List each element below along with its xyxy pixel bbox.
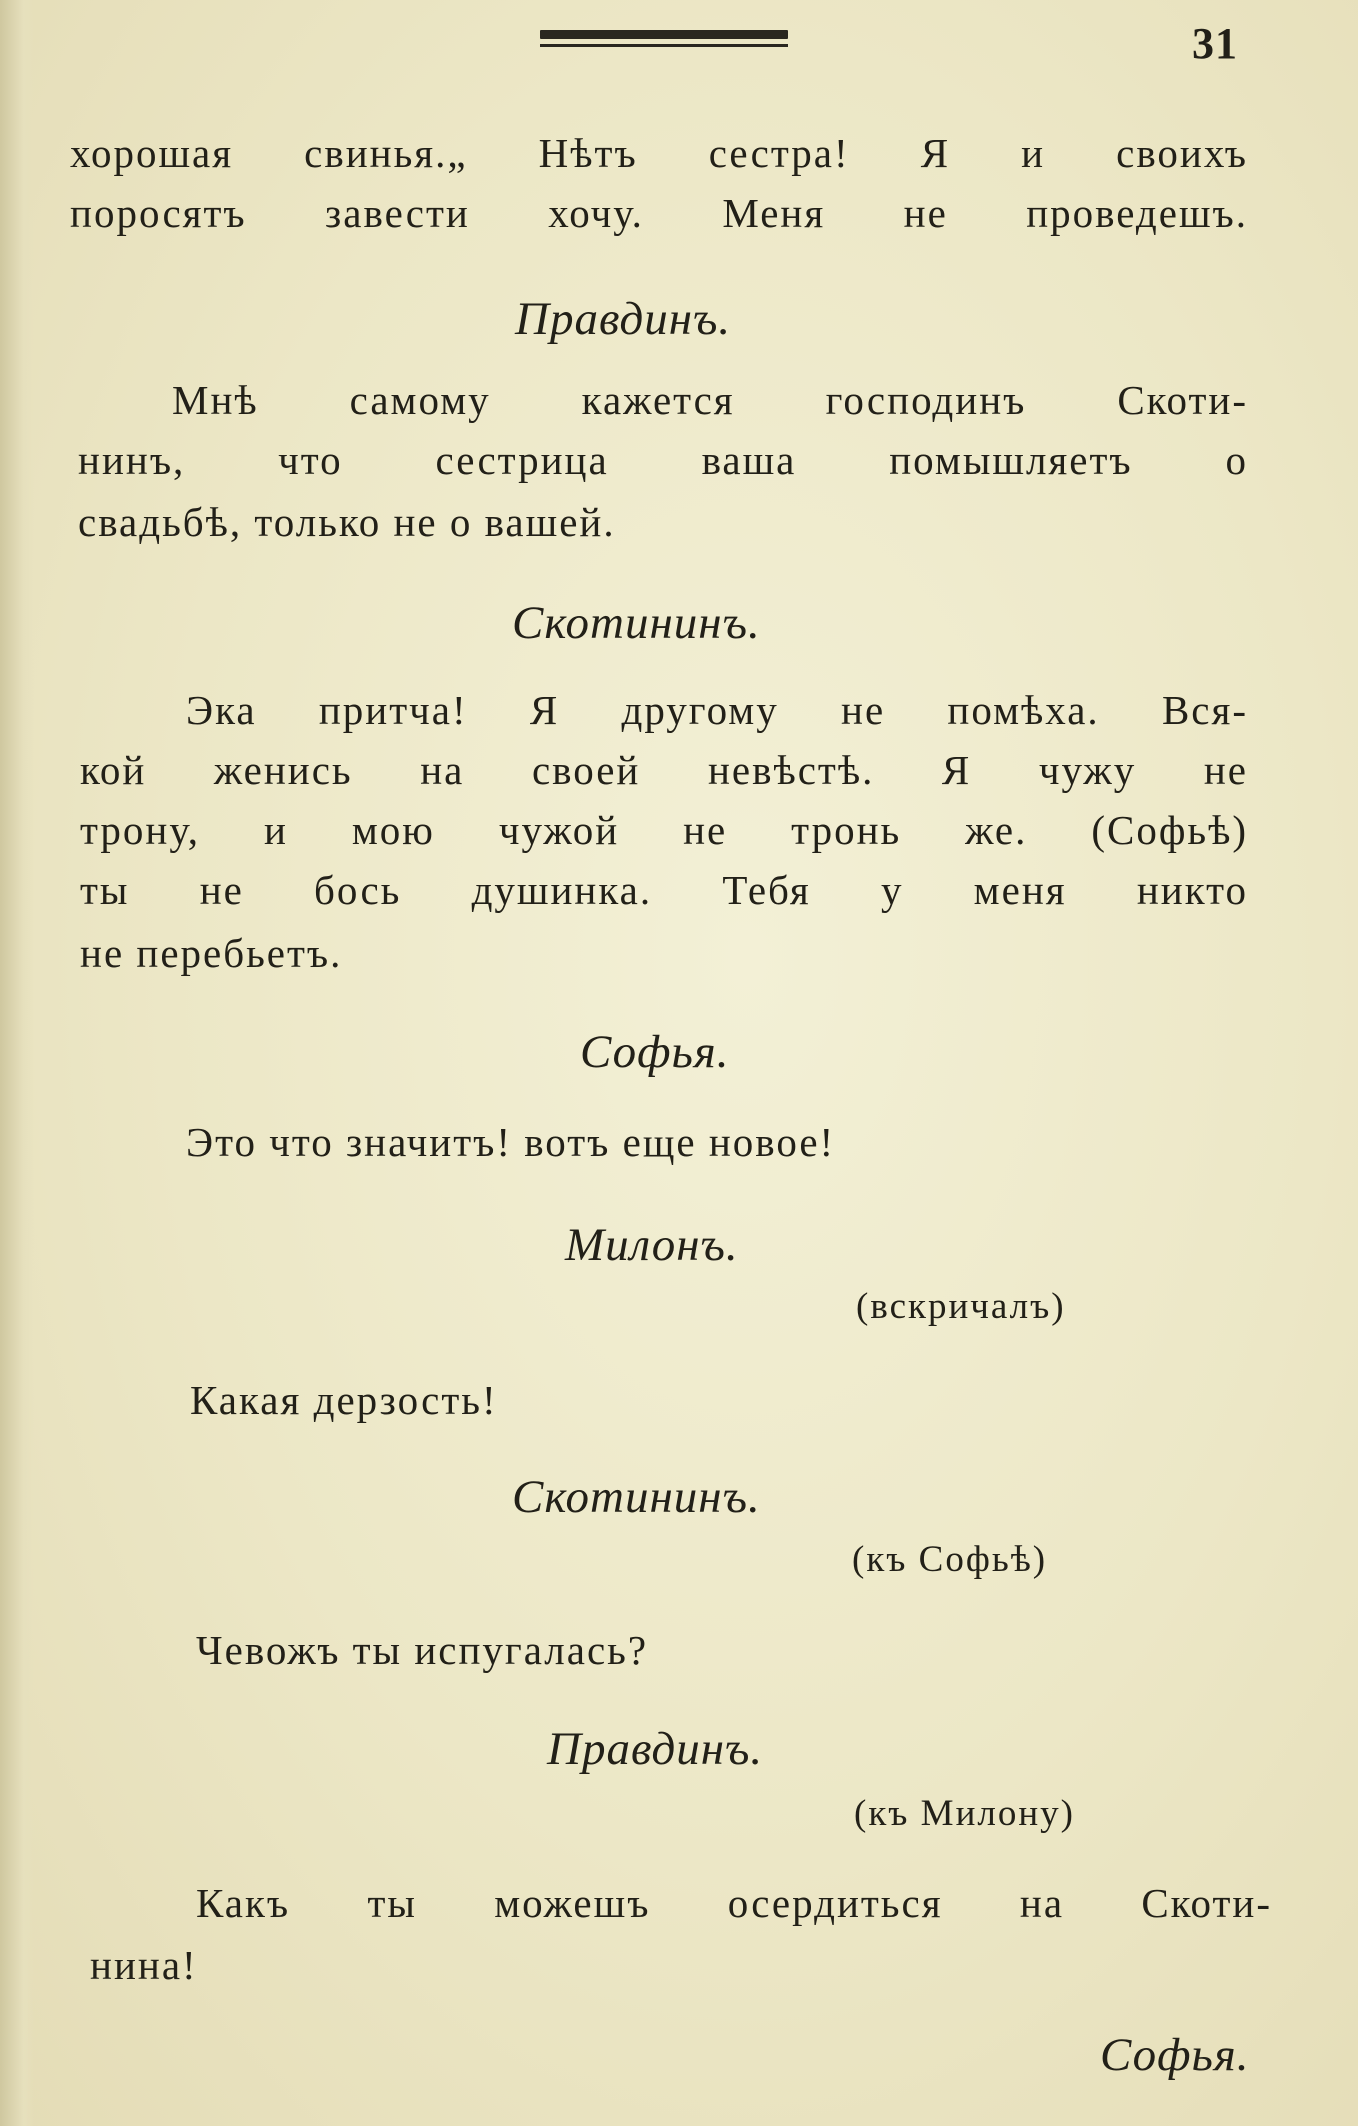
text-line: нинъ, что сестрица ваша помышляетъ о: [78, 437, 1248, 483]
text-line: свадьбѣ, только не о вашей.: [78, 499, 616, 545]
speaker-name: Софья.: [580, 1026, 730, 1078]
speaker-name: Правдинъ.: [515, 293, 732, 345]
speaker-name: Милонъ.: [565, 1219, 739, 1271]
stage-direction: (къ Милону): [854, 1793, 1075, 1834]
page-number: 31: [1192, 19, 1238, 68]
text-line: ты не бось душинка. Тебя у меня никто: [80, 867, 1248, 913]
text-line: кой женись на своей невѣстѣ. Я чужу не: [80, 747, 1248, 793]
text-line: нина!: [90, 1942, 198, 1988]
text-line: не перебьетъ.: [80, 930, 343, 976]
header-rule: [540, 30, 788, 47]
speaker-name: Правдинъ.: [547, 1723, 764, 1775]
text-line: Эка притча! Я другому не помѣха. Вся-: [186, 687, 1248, 733]
stage-direction: (вскричалъ): [856, 1286, 1066, 1327]
text-line: поросятъ завести хочу. Меня не проведешъ.: [70, 190, 1248, 236]
stage-direction: (къ Софьѣ): [852, 1539, 1048, 1580]
text-line: трону, и мою чужой не тронь же. (Софьѣ): [80, 807, 1248, 853]
text-line: Чевожъ ты испугалась?: [196, 1627, 649, 1673]
text-line: хорошая свинья.„ Нѣтъ сестра! Я и своихъ: [70, 130, 1248, 176]
speaker-name: Скотининъ.: [512, 597, 761, 649]
page-edge-shadow: [0, 0, 34, 2126]
speaker-name: Скотининъ.: [512, 1471, 761, 1523]
text-line: Какая дерзость!: [190, 1377, 498, 1423]
text-line: Мнѣ самому кажется господинъ Скоти-: [172, 377, 1248, 423]
catchword: Софья.: [1100, 2029, 1250, 2081]
text-line: Какъ ты можешъ осердиться на Скоти-: [196, 1880, 1272, 1926]
text-line: Это что значитъ! вотъ еще новое!: [186, 1119, 836, 1165]
